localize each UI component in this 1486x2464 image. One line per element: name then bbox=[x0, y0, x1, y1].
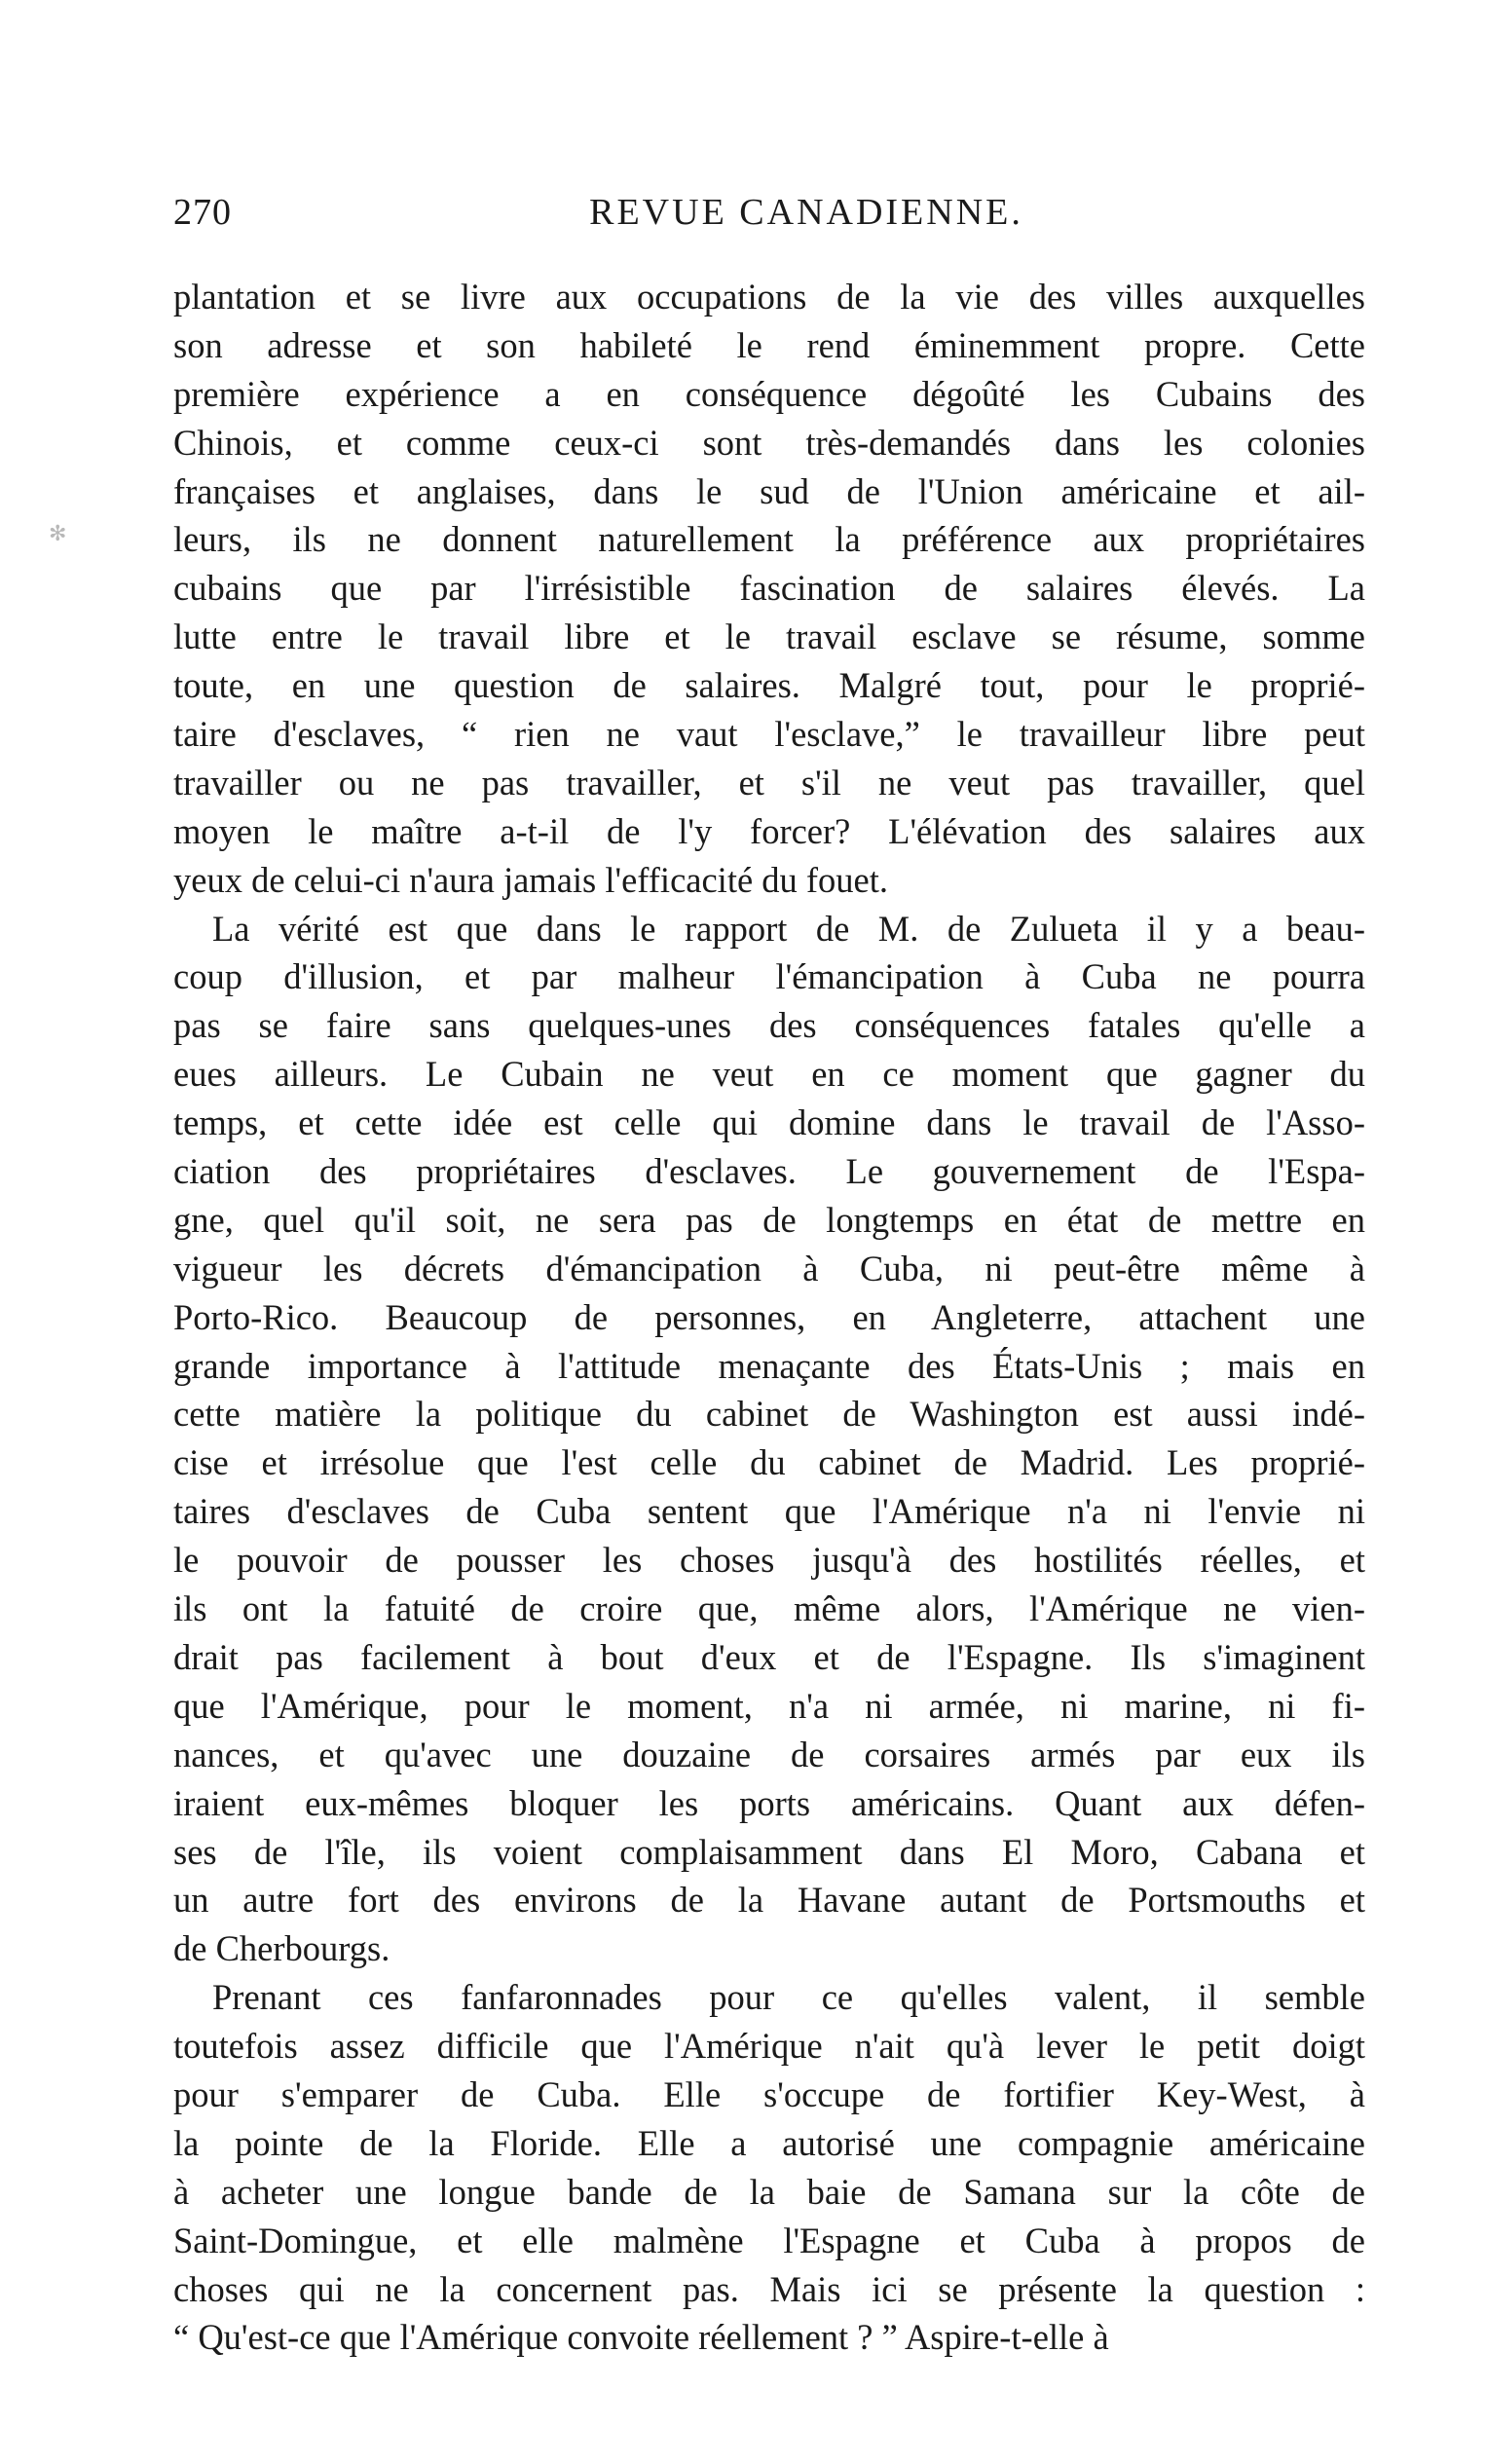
text-line: un autre fort des environs de la Havane autant de Portsmouths et bbox=[173, 1880, 1365, 1921]
text-line: pour s'emparer de Cuba. Elle s'occupe de fortifier Key-West, à bbox=[173, 2073, 1365, 2114]
text-line: cubains que par l'irrésistible fascination de salaires élevés. La bbox=[173, 568, 1365, 609]
margin-mark: ✻ bbox=[49, 522, 67, 546]
text-line: coup d'illusion, et par malheur l'émancipation à Cuba ne pourra bbox=[173, 956, 1365, 997]
page-number: 270 bbox=[173, 192, 232, 233]
text-line: de Cherbourgs. bbox=[173, 1928, 390, 1969]
text-line: Chinois, et comme ceux-ci sont très-demandés dans les colonies bbox=[173, 422, 1365, 463]
text-line: toutefois assez difficile que l'Amérique n'ait qu'à lever le petit doigt bbox=[173, 2026, 1365, 2067]
text-line: grande importance à l'attitude menaçante des États-Unis ; mais en bbox=[173, 1345, 1365, 1386]
text-line: cette matière la politique du cabinet de Washington est aussi indé- bbox=[173, 1394, 1365, 1435]
text-line: que l'Amérique, pour le moment, n'a ni armée, ni marine, ni fi- bbox=[173, 1685, 1365, 1726]
text-line: eues ailleurs. Le Cubain ne veut en ce moment que gagner du bbox=[173, 1054, 1365, 1095]
text-line: drait pas facilement à bout d'eux et de l'Espagne. Ils s'imaginent bbox=[173, 1636, 1365, 1677]
body-text bbox=[173, 273, 1365, 2362]
text-line: travailler ou ne pas travailler, et s'il ne veut pas travailler, quel bbox=[173, 762, 1365, 803]
text-line: plantation et se livre aux occupations de la vie des villes auxquelles bbox=[173, 277, 1365, 317]
text-line: ses de l'île, ils voient complaisamment dans El Moro, Cabana et bbox=[173, 1831, 1365, 1872]
text-line: lutte entre le travail libre et le travail esclave se résume, somme bbox=[173, 616, 1365, 657]
text-line: Saint-Domingue, et elle malmène l'Espagne et Cuba à propos de bbox=[173, 2220, 1365, 2260]
paragraph bbox=[173, 905, 1365, 1974]
text-line: vigueur les décrets d'émancipation à Cuba, ni peut-être même à bbox=[173, 1248, 1365, 1288]
text-line: moyen le maître a-t-il de l'y forcer? L'élévation des salaires aux bbox=[173, 810, 1365, 851]
text-line: ciation des propriétaires d'esclaves. Le gouvernement de l'Espa- bbox=[173, 1151, 1365, 1192]
text-line: son adresse et son habileté le rend éminemment propre. Cette bbox=[173, 324, 1365, 365]
paragraph bbox=[173, 273, 1365, 905]
text-line: yeux de celui-ci n'aura jamais l'efficacité du fouet. bbox=[173, 859, 889, 900]
text-line: pas se faire sans quelques-unes des conséquences fatales qu'elle a bbox=[173, 1005, 1365, 1046]
paragraph bbox=[173, 1973, 1365, 2362]
text-line: taires d'esclaves de Cuba sentent que l'Amérique n'a ni l'envie ni bbox=[173, 1491, 1365, 1532]
text-line: Porto-Rico. Beaucoup de personnes, en Angleterre, attachent une bbox=[173, 1296, 1365, 1337]
text-line: cise et irrésolue que l'est celle du cabinet de Madrid. Les proprié- bbox=[173, 1442, 1365, 1483]
text-line: leurs, ils ne donnent naturellement la préférence aux propriétaires bbox=[173, 519, 1365, 560]
text-line: à acheter une longue bande de la baie de Samana sur la côte de bbox=[173, 2171, 1365, 2212]
text-line: nances, et qu'avec une douzaine de corsaires armés par eux ils bbox=[173, 1734, 1365, 1774]
text-line: gne, quel qu'il soit, ne sera pas de longtemps en état de mettre en bbox=[173, 1199, 1365, 1240]
text-line: La vérité est que dans le rapport de M. de Zulueta il y a beau- bbox=[212, 908, 1365, 949]
text-line: la pointe de la Floride. Elle a autorisé une compagnie américaine bbox=[173, 2122, 1365, 2163]
text-line: iraient eux-mêmes bloquer les ports américains. Quant aux défen- bbox=[173, 1782, 1365, 1823]
text-line: première expérience a en conséquence dégoûté les Cubains des bbox=[173, 373, 1365, 414]
text-line: “ Qu'est-ce que l'Amérique convoite réellement ? ” Aspire-t-elle à bbox=[173, 2317, 1109, 2358]
text-line: temps, et cette idée est celle qui domine dans le travail de l'Asso- bbox=[173, 1102, 1365, 1143]
text-line: ils ont la fatuité de croire que, même alors, l'Amérique ne vien- bbox=[173, 1588, 1365, 1629]
text-line: le pouvoir de pousser les choses jusqu'à des hostilités réelles, et bbox=[173, 1540, 1365, 1581]
text-line: toute, en une question de salaires. Malgré tout, pour le proprié- bbox=[173, 665, 1365, 706]
page-header bbox=[173, 191, 1365, 249]
text-line: Prenant ces fanfaronnades pour ce qu'elles valent, il semble bbox=[212, 1977, 1365, 2018]
text-line: françaises et anglaises, dans le sud de l'Union américaine et ail- bbox=[173, 470, 1365, 511]
running-title: REVUE CANADIENNE. bbox=[589, 192, 1023, 233]
text-line: taire d'esclaves, “ rien ne vaut l'esclave,” le travailleur libre peut bbox=[173, 714, 1365, 755]
text-line: choses qui ne la concernent pas. Mais ici se présente la question : bbox=[173, 2268, 1365, 2309]
